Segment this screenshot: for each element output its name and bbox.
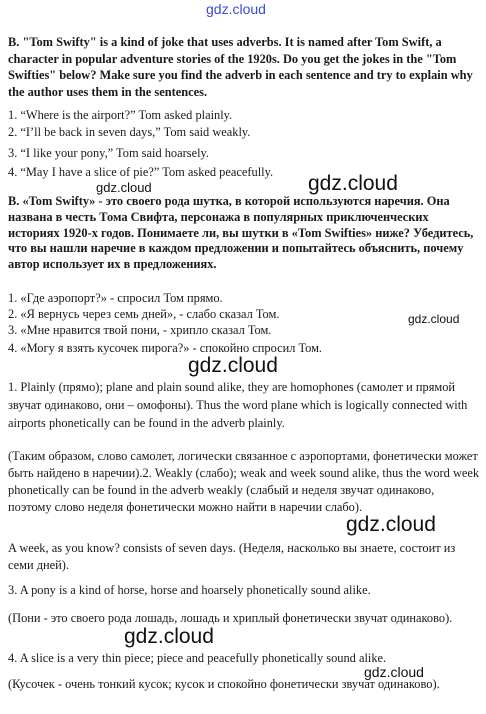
task-ru-sentence: 2. «Я вернусь через семь дней», - слабо сказал Том.: [8, 307, 280, 321]
watermark: gdz.cloud: [124, 625, 214, 648]
task-ru-sentence: 1. «Где аэропорт?» - спросил Том прямо.: [8, 291, 223, 305]
task-ru-sentence: 3. «Мне нравится твой пони, - хрипло сказал Том.: [8, 323, 272, 337]
answer-paragraph: A week, as you know? consists of seven days. (Неделя, насколько вы знаете, состоит из семи дней).: [8, 541, 456, 572]
watermark: gdz.cloud: [96, 180, 152, 195]
task-ru-sentence: 4. «Могу я взять кусочек пирога?» - спокойно спросил Том.: [8, 341, 323, 355]
task-en-sentence: 4. “May I have a slice of pie?” Tom asked peacefully.: [8, 165, 274, 179]
task-en-sentence: 2. “I’ll be back in seven days,” Tom said weakly.: [8, 125, 251, 139]
watermark: gdz.cloud: [408, 312, 460, 326]
task-en-sentence: 1. “Where is the airport?” Tom asked plainly.: [8, 108, 233, 122]
answer-paragraph: (Таким образом, слово самолет, логически связанное с аэропортами, фонетически может быть найдено в наречии).2. Weakly (слабо); weak and week sound alike, thus the word week phonetically can be found in the adverb weakly (слабый и неделя звучат одинаково, поэтому слово неделя фонетически можно найти в наречии слабо).: [8, 449, 480, 514]
answer-paragraph: 1. Plainly (прямо); plane and plain sound alike, they are homophones (самолет и прямой звучат одинаково, они – омофоны). Thus the word plane which is logically connected with airports phonetically can be found in the adverb plainly.: [8, 380, 468, 430]
answer-paragraph: (Пони - это своего рода лошадь, лошадь и хриплый фонетически звучат одинаково).: [8, 611, 453, 625]
answer-paragraph: 4. A slice is a very thin piece; piece and peacefully phonetically sound alike.: [8, 651, 387, 665]
task-ru-heading: B. «Tom Swifty» - это своего рода шутка, в которой используются наречия. Она названа в честь Тома Свифта, персонажа в популярных приключенческих историях 1920-х годов. Понимаете ли, вы шутки в «Tom Swifties» ниже? Убедитесь, что вы нашли наречие в каждом предложении и попытайтесь объяснить, почему автор использует их в предложениях.: [8, 194, 474, 272]
task-en-heading: B. "Tom Swifty" is a kind of joke that uses adverbs. It is named after Tom Swift, a character in popular adventure stories of the 1920s. Do you get the jokes in the "Tom Swifties" below? Make sure you find the adverb in each sentence and try to explain why the author uses them in the sentences.: [8, 35, 473, 99]
watermark: gdz.cloud: [364, 664, 424, 680]
task-en-sentence: 3. “I like your pony,” Tom said hoarsely.: [8, 146, 210, 160]
watermark: gdz.cloud: [346, 513, 436, 536]
watermark: gdz.cloud: [308, 172, 398, 195]
watermark-top: gdz.cloud: [206, 1, 266, 17]
answer-paragraph: 3. A pony is a kind of horse, horse and hoarsely phonetically sound alike.: [8, 583, 371, 597]
watermark: gdz.cloud: [188, 354, 278, 377]
answer-paragraph: (Кусочек - очень тонкий кусок; кусок и спокойно фонетически звучат одинаково).: [8, 677, 440, 691]
